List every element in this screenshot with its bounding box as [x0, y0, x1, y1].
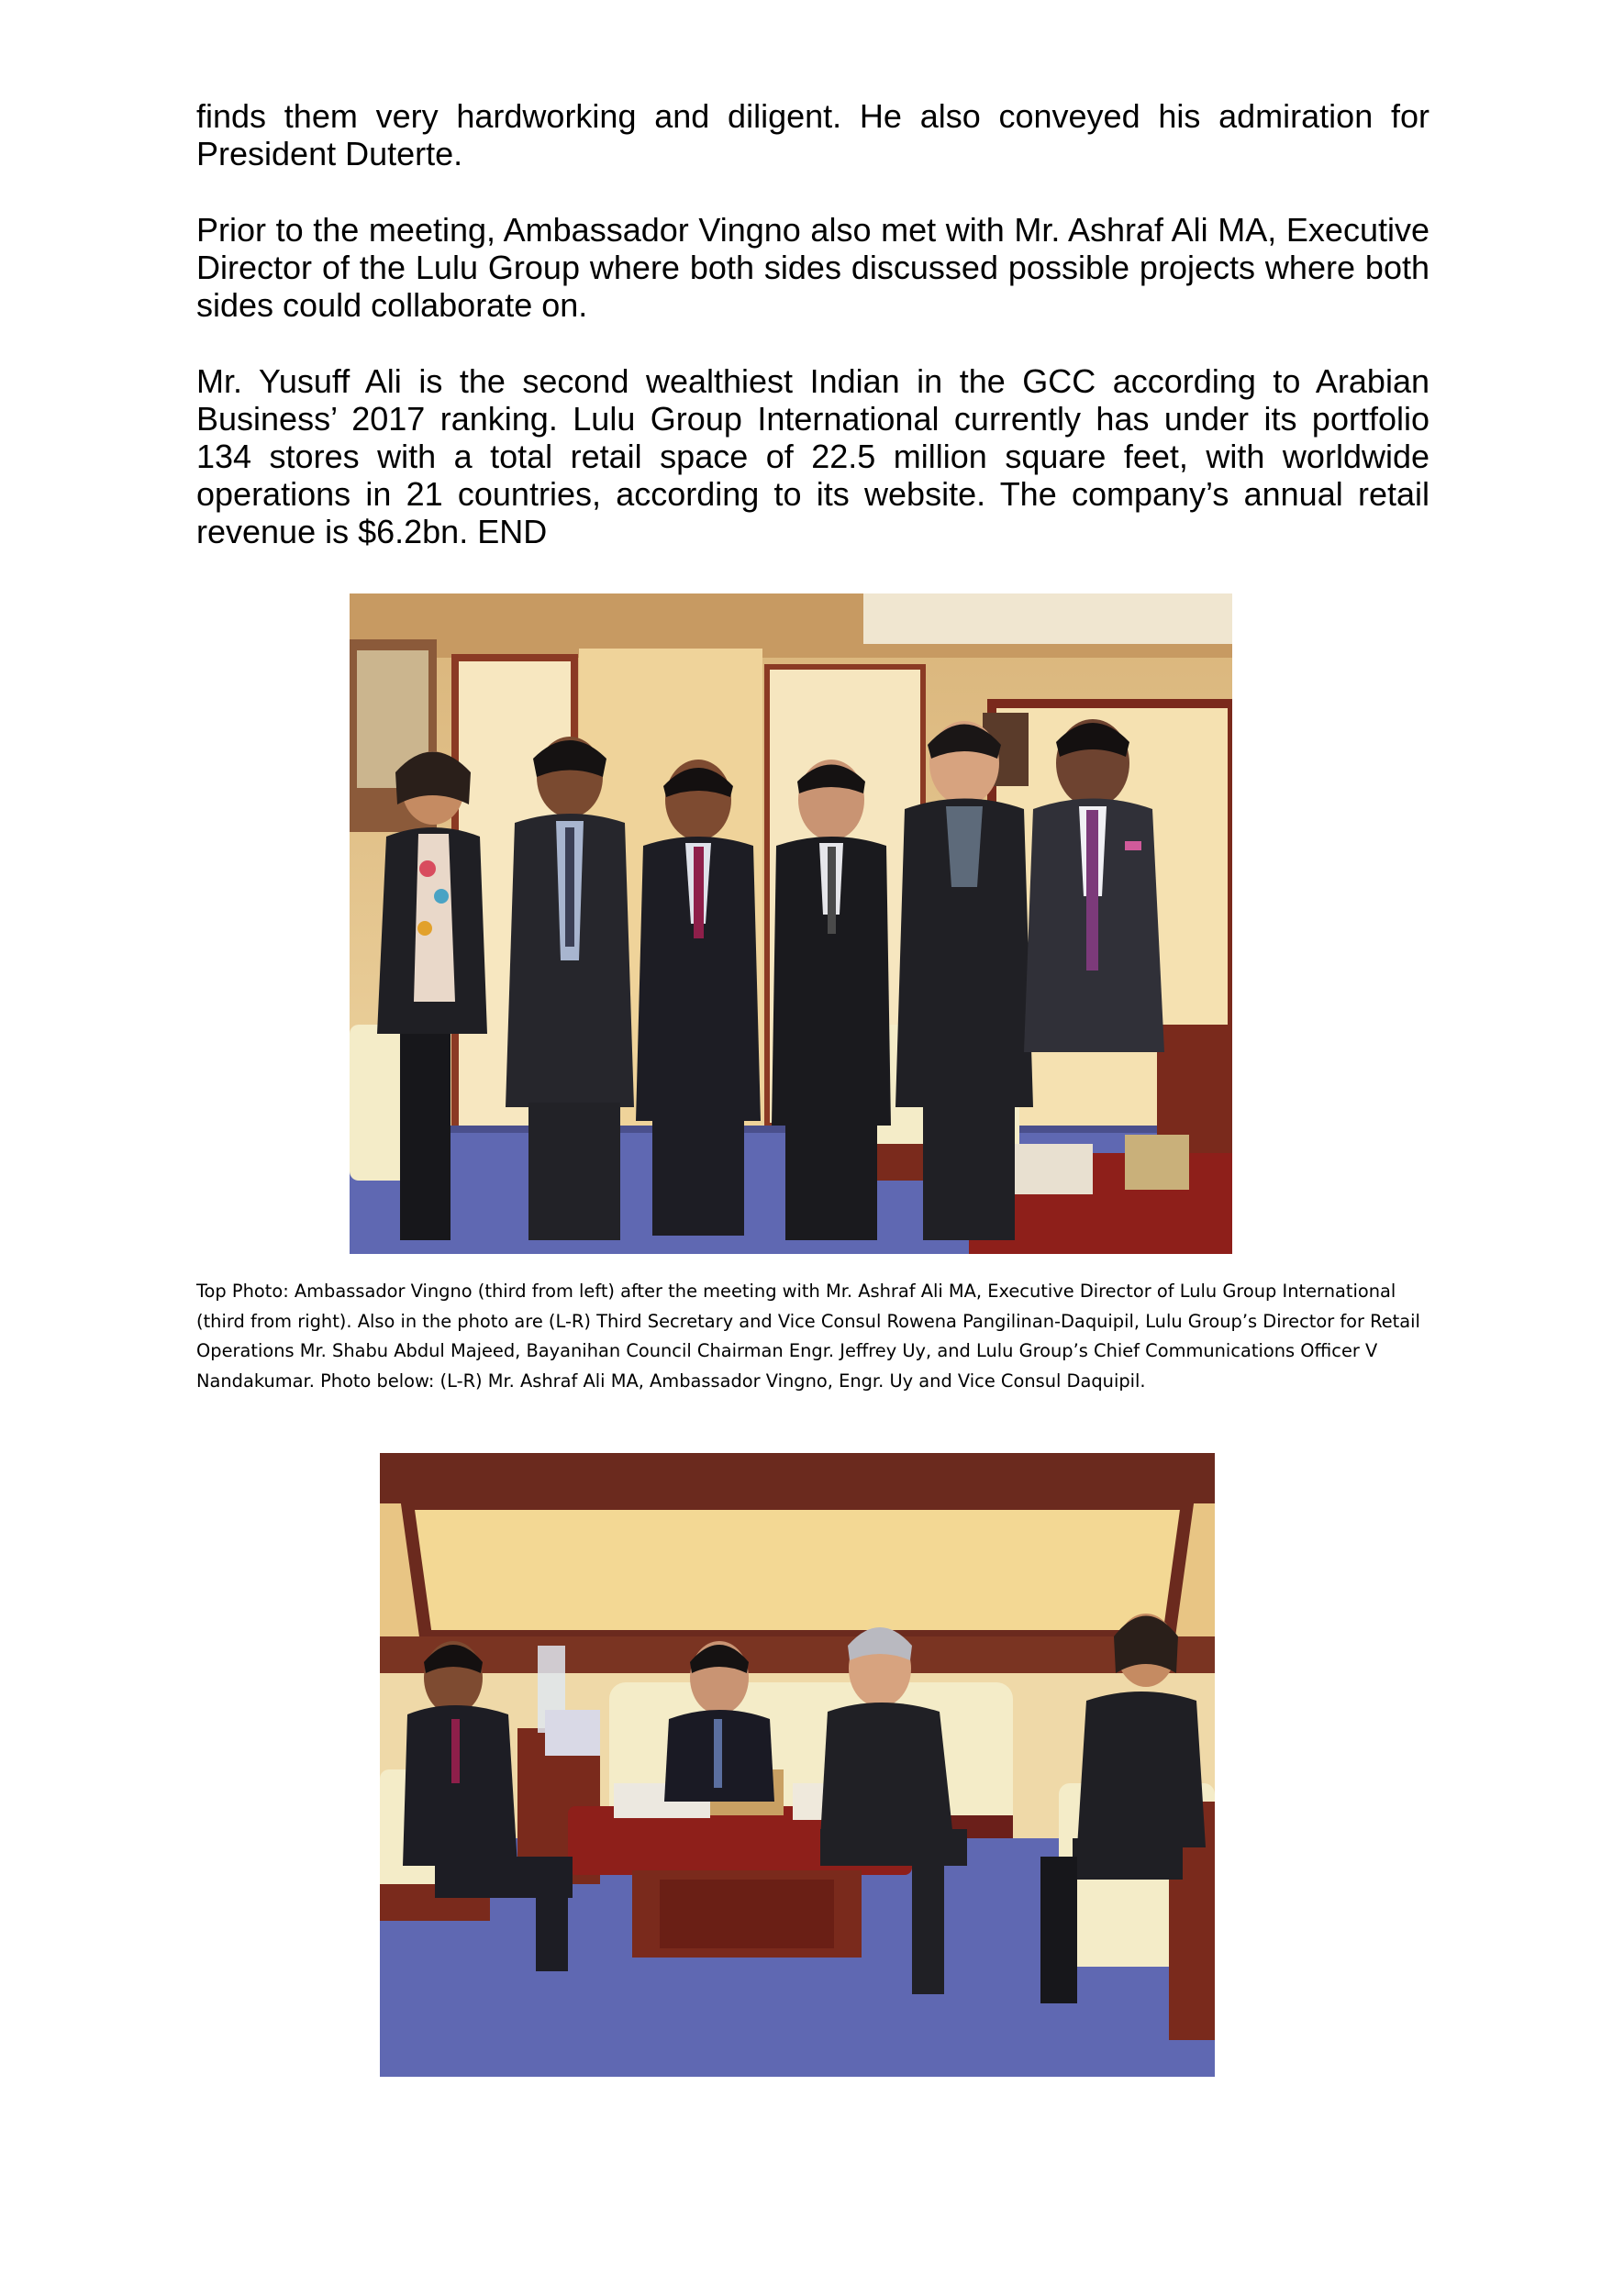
body-paragraph-1: finds them very hardworking and diligent. He also conveyed his admiration for President Duterte. — [196, 97, 1429, 172]
body-paragraph-2: Prior to the meeting, Ambassador Vingno also met with Mr. Ashraf Ali MA, Executive Director of the Lulu Group where both sides discussed possible projects where both sides could collaborate on. — [196, 211, 1429, 324]
photo-caption: Top Photo: Ambassador Vingno (third from left) after the meeting with Mr. Ashraf Ali MA, Executive Director of Lulu Group International (third from right). Also in the photo are (L-R) Third Secretary and Vice Consul Rowena Pangilinan-Daquipil, Lulu Group’s Director for Retail Operations Mr. Shabu Abdul Majeed, Bayanihan Council Chairman Engr. Jeffrey Uy, and Lulu Group’s Chief Communications Officer V Nandakumar. Photo below: (L-R) Mr. Ashraf Ali MA, Ambassador Vingno, Engr. Uy and Vice Consul Daquipil. — [196, 1281, 1420, 1392]
body-paragraph-3: Mr. Yusuff Ali is the second wealthiest Indian in the GCC according to Arabian Business’ 2017 ranking. Lulu Group International currently has under its portfolio 134 stores with a total retail space of 22.5 million square feet, with worldwide operations in 21 countries, according to its website. The company’s annual retail revenue is $6.2bn. END — [196, 362, 1429, 550]
group-photo-standing — [350, 593, 1232, 1254]
meeting-photo-seated — [380, 1453, 1215, 2077]
